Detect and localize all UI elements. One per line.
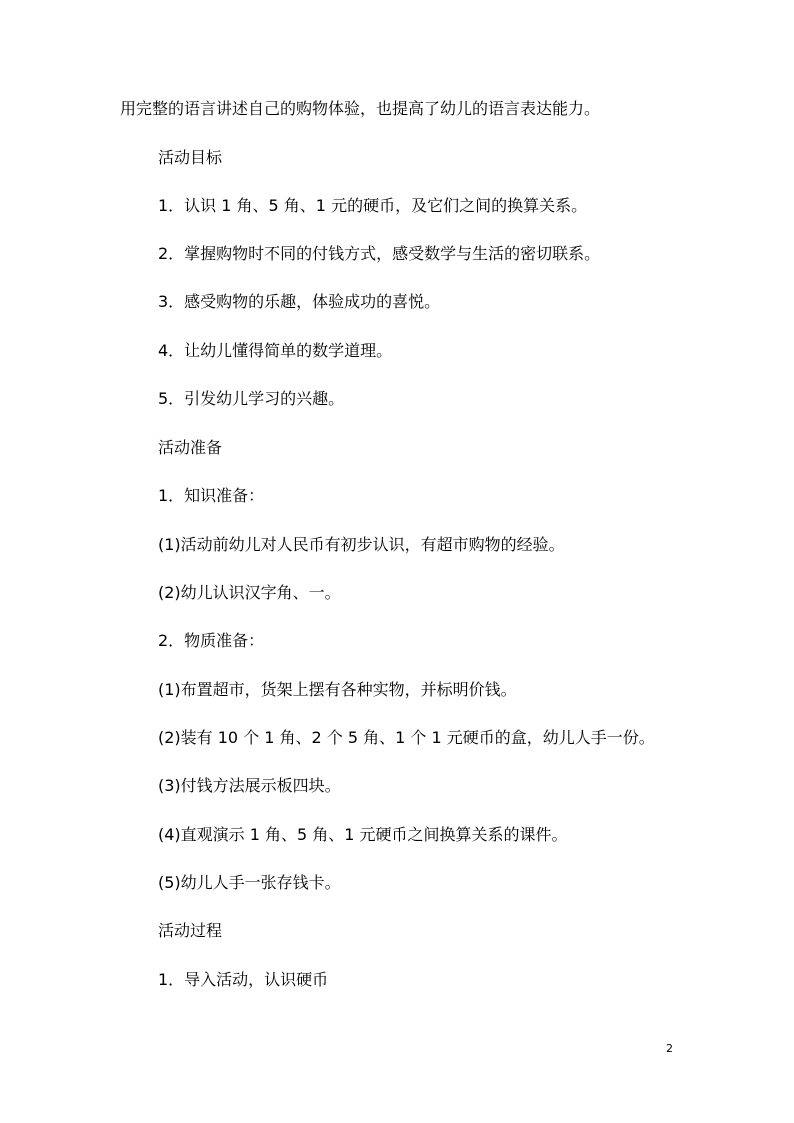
process-item-1: 1．导入活动，认识硬币: [158, 970, 329, 989]
goal-item-1: 1．认识 1 角、5 角、1 元的硬币，及它们之间的换算关系。: [158, 196, 588, 215]
materials-subitem-2: (2)装有 10 个 1 角、2 个 5 角、1 个 1 元硬币的盒，幼儿人手一份。: [158, 728, 655, 747]
materials-subitem-4: (4)直观演示 1 角、5 角、1 元硬币之间换算关系的课件。: [158, 825, 568, 844]
materials-subitem-1: (1)布置超市，货架上摆有各种实物，并标明价钱。: [158, 680, 517, 699]
section-heading-goals: 活动目标: [158, 148, 223, 167]
preparation-item-knowledge: 1．知识准备：: [158, 486, 265, 505]
page-number: 2: [666, 1042, 673, 1055]
goal-item-3: 3．感受购物的乐趣，体验成功的喜悦。: [158, 292, 441, 311]
knowledge-subitem-2: (2)幼儿认识汉字角、一。: [158, 583, 341, 602]
paragraph-continuation: 用完整的语言讲述自己的购物体验，也提高了幼儿的语言表达能力。: [120, 99, 601, 118]
goal-item-4: 4．让幼儿懂得简单的数学道理。: [158, 341, 393, 360]
materials-subitem-3: (3)付钱方法展示板四块。: [158, 776, 341, 795]
goal-item-2: 2．掌握购物时不同的付钱方式，感受数学与生活的密切联系。: [158, 244, 601, 263]
materials-subitem-5: (5)幼儿人手一张存钱卡。: [158, 873, 341, 892]
section-heading-process: 活动过程: [158, 921, 223, 940]
preparation-item-materials: 2．物质准备：: [158, 631, 265, 650]
section-heading-preparation: 活动准备: [158, 438, 223, 457]
goal-item-5: 5．引发幼儿学习的兴趣。: [158, 389, 345, 408]
knowledge-subitem-1: (1)活动前幼儿对人民币有初步认识，有超市购物的经验。: [158, 535, 565, 554]
